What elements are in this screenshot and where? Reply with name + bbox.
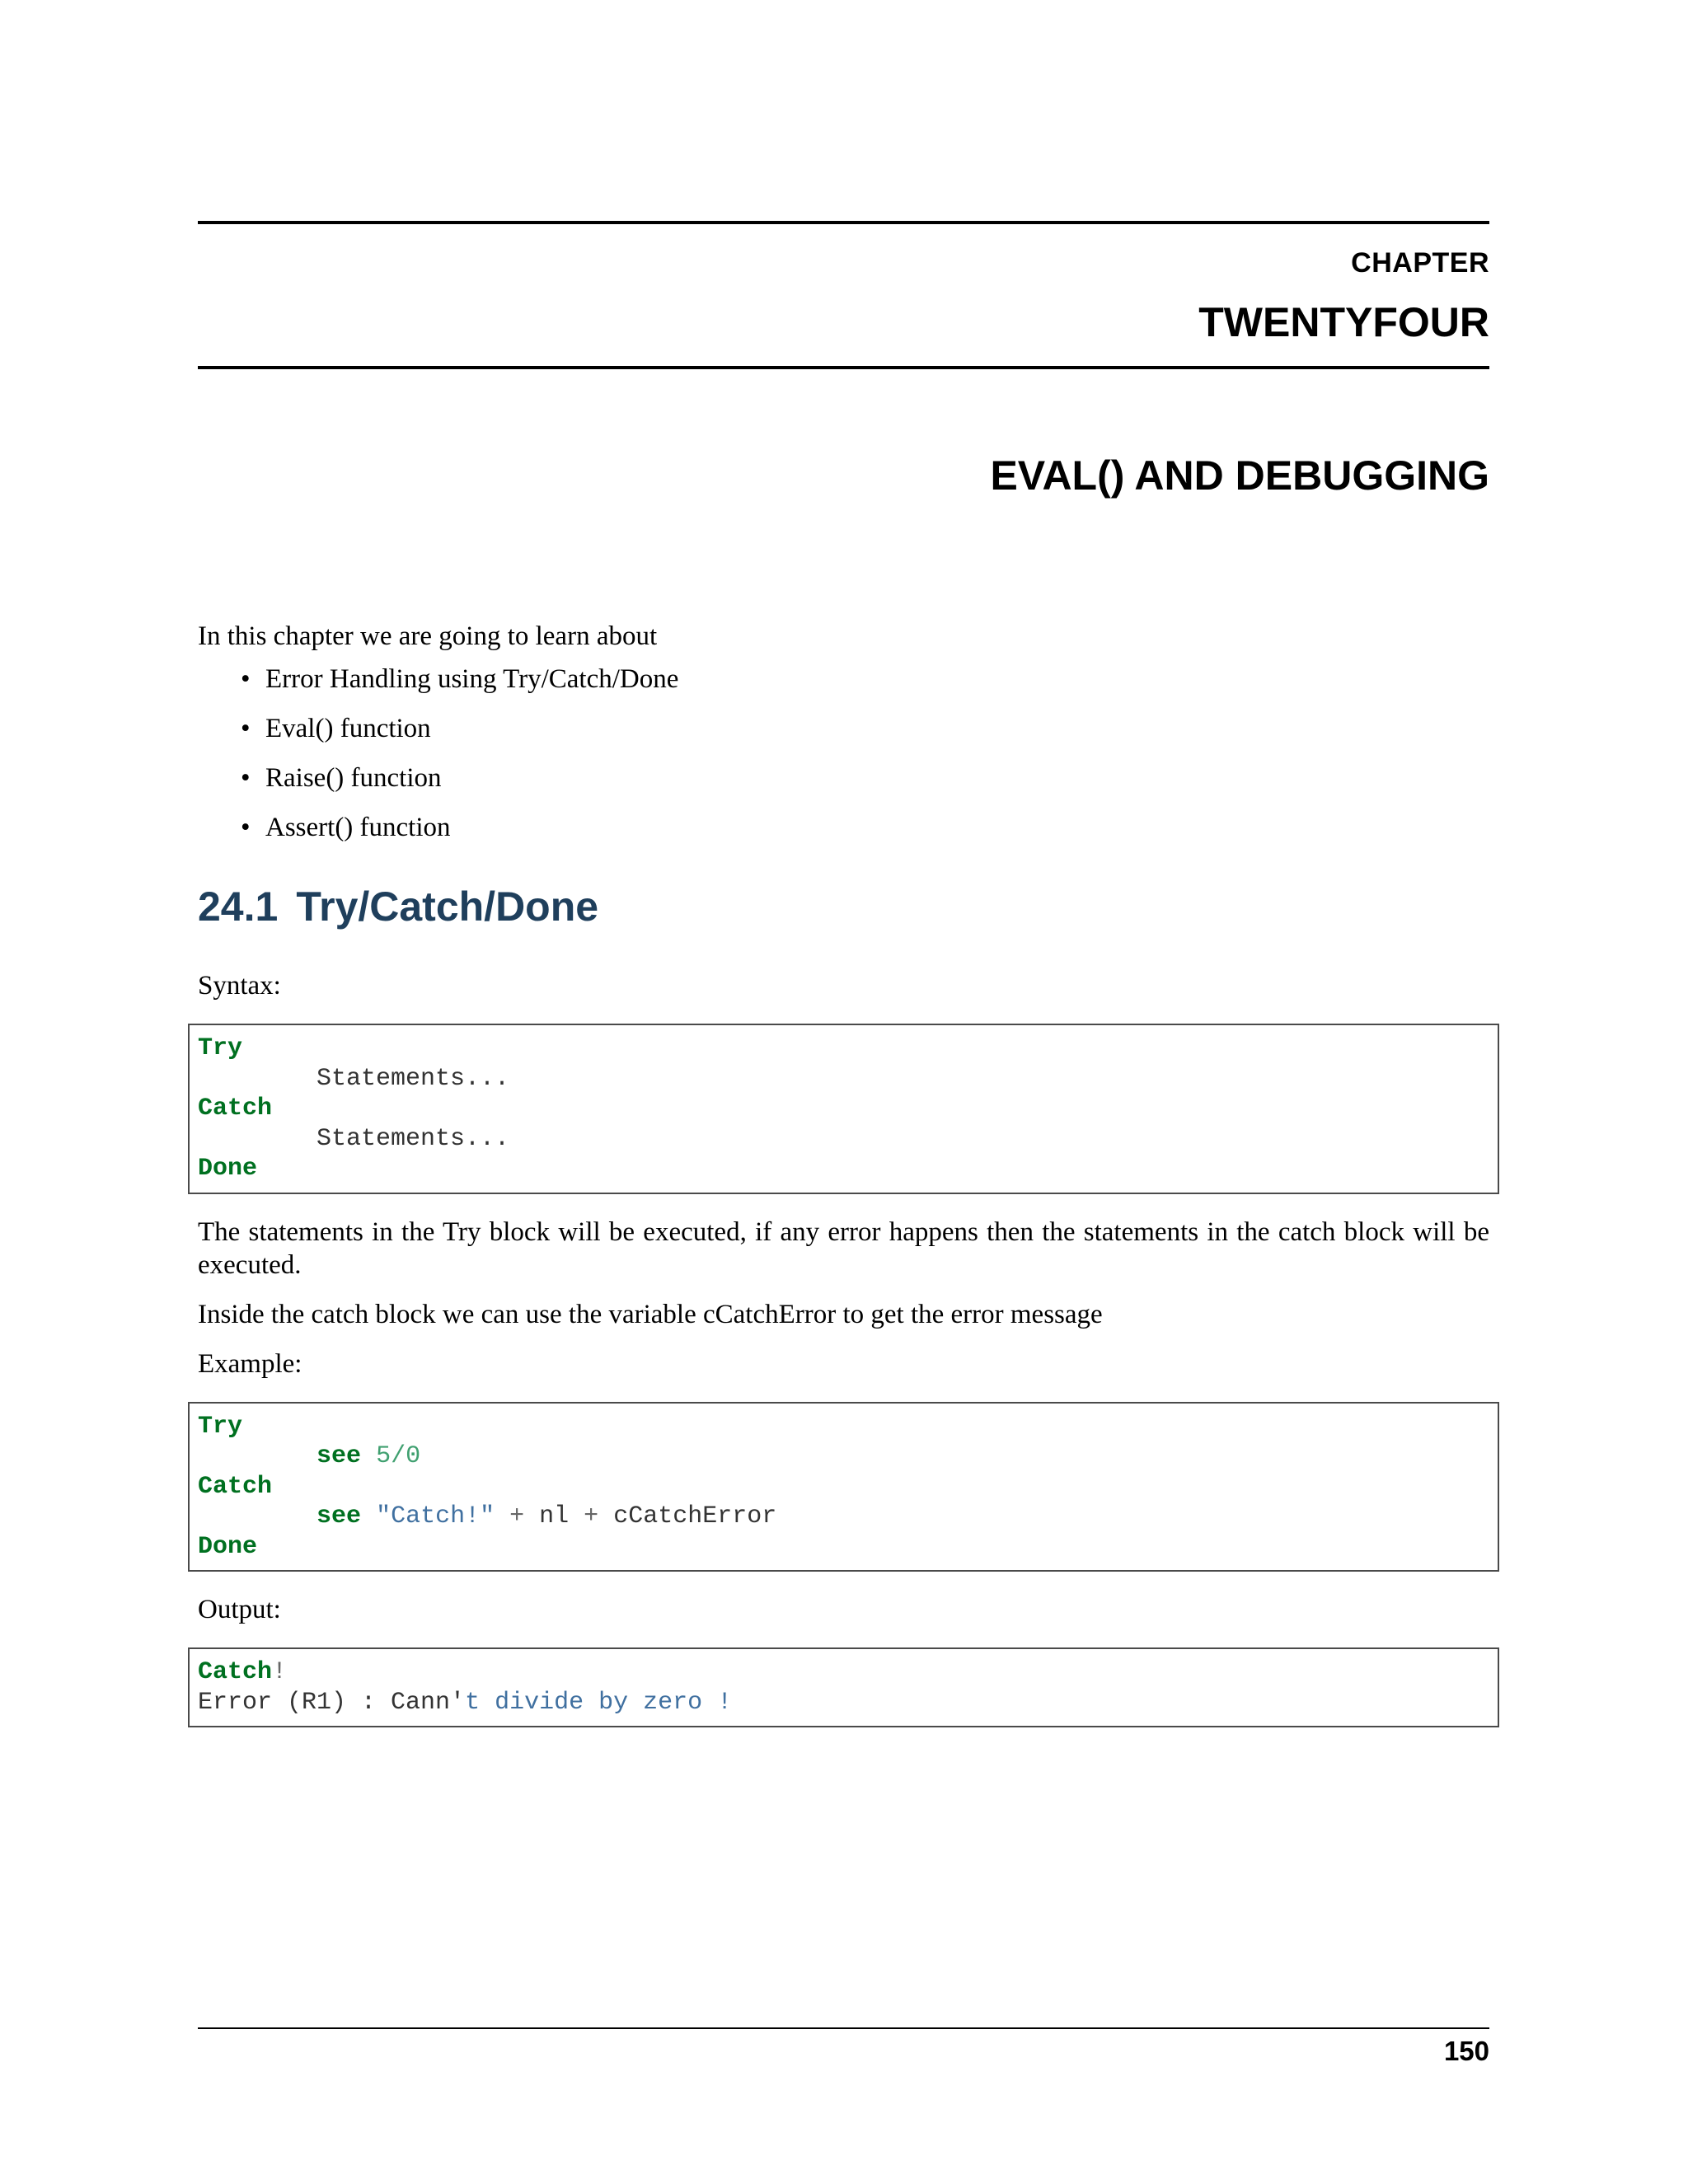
code-line: Try	[198, 1034, 243, 1062]
topic-list-item: • Eval() function	[241, 714, 431, 743]
code-line: Done	[198, 1532, 258, 1561]
code-line: Error (R1) : Cann't divide by zero !	[198, 1688, 733, 1717]
code-line: see "Catch!" + nl + cCatchError	[316, 1502, 777, 1530]
topic-list-item: • Error Handling using Try/Catch/Done	[241, 664, 679, 694]
code-line: see 5/0	[316, 1442, 421, 1470]
section-heading	[198, 882, 1489, 931]
body-paragraph: The statements in the Try block will be executed, if any error happens then the statements in the catch block will be executed.	[198, 1216, 1489, 1280]
section-title: Try/Catch/Done	[296, 883, 599, 930]
intro-paragraph: In this chapter we are going to learn about	[198, 621, 658, 651]
chapter-bottom-rule	[198, 366, 1489, 369]
output-label: Output:	[198, 1595, 281, 1624]
example-code-block	[188, 1402, 1499, 1572]
syntax-label: Syntax:	[198, 971, 281, 1001]
output-code-block	[188, 1647, 1499, 1727]
chapter-label: CHAPTER	[1351, 247, 1489, 279]
code-line: Catch!	[198, 1658, 288, 1686]
chapter-title: EVAL() AND DEBUGGING	[990, 452, 1489, 499]
code-line: Catch	[198, 1094, 273, 1122]
code-line: Try	[198, 1412, 243, 1441]
bullet-icon: •	[241, 664, 251, 694]
topic-list	[198, 663, 1489, 844]
page-number: 150	[1443, 2036, 1489, 2066]
code-line: Catch	[198, 1472, 273, 1501]
code-line: Statements...	[198, 1064, 510, 1093]
code-line: Done	[198, 1155, 258, 1183]
topic-list-item: • Assert() function	[241, 813, 451, 842]
chapter-top-rule	[198, 221, 1489, 224]
example-label: Example:	[198, 1348, 302, 1379]
bullet-icon: •	[241, 714, 251, 743]
code-line: Statements...	[198, 1124, 510, 1153]
footer-rule	[198, 2027, 1489, 2029]
bullet-icon: •	[241, 763, 251, 793]
body-paragraph: Inside the catch block we can use the variable cCatchError to get the error message	[198, 1299, 1103, 1329]
topic-list-item: • Raise() function	[241, 763, 442, 793]
chapter-number: TWENTYFOUR	[1198, 299, 1489, 345]
syntax-code-block	[188, 1024, 1499, 1194]
page-content	[198, 620, 1489, 1749]
section-number: 24.1	[198, 883, 279, 930]
bullet-icon: •	[241, 813, 251, 842]
